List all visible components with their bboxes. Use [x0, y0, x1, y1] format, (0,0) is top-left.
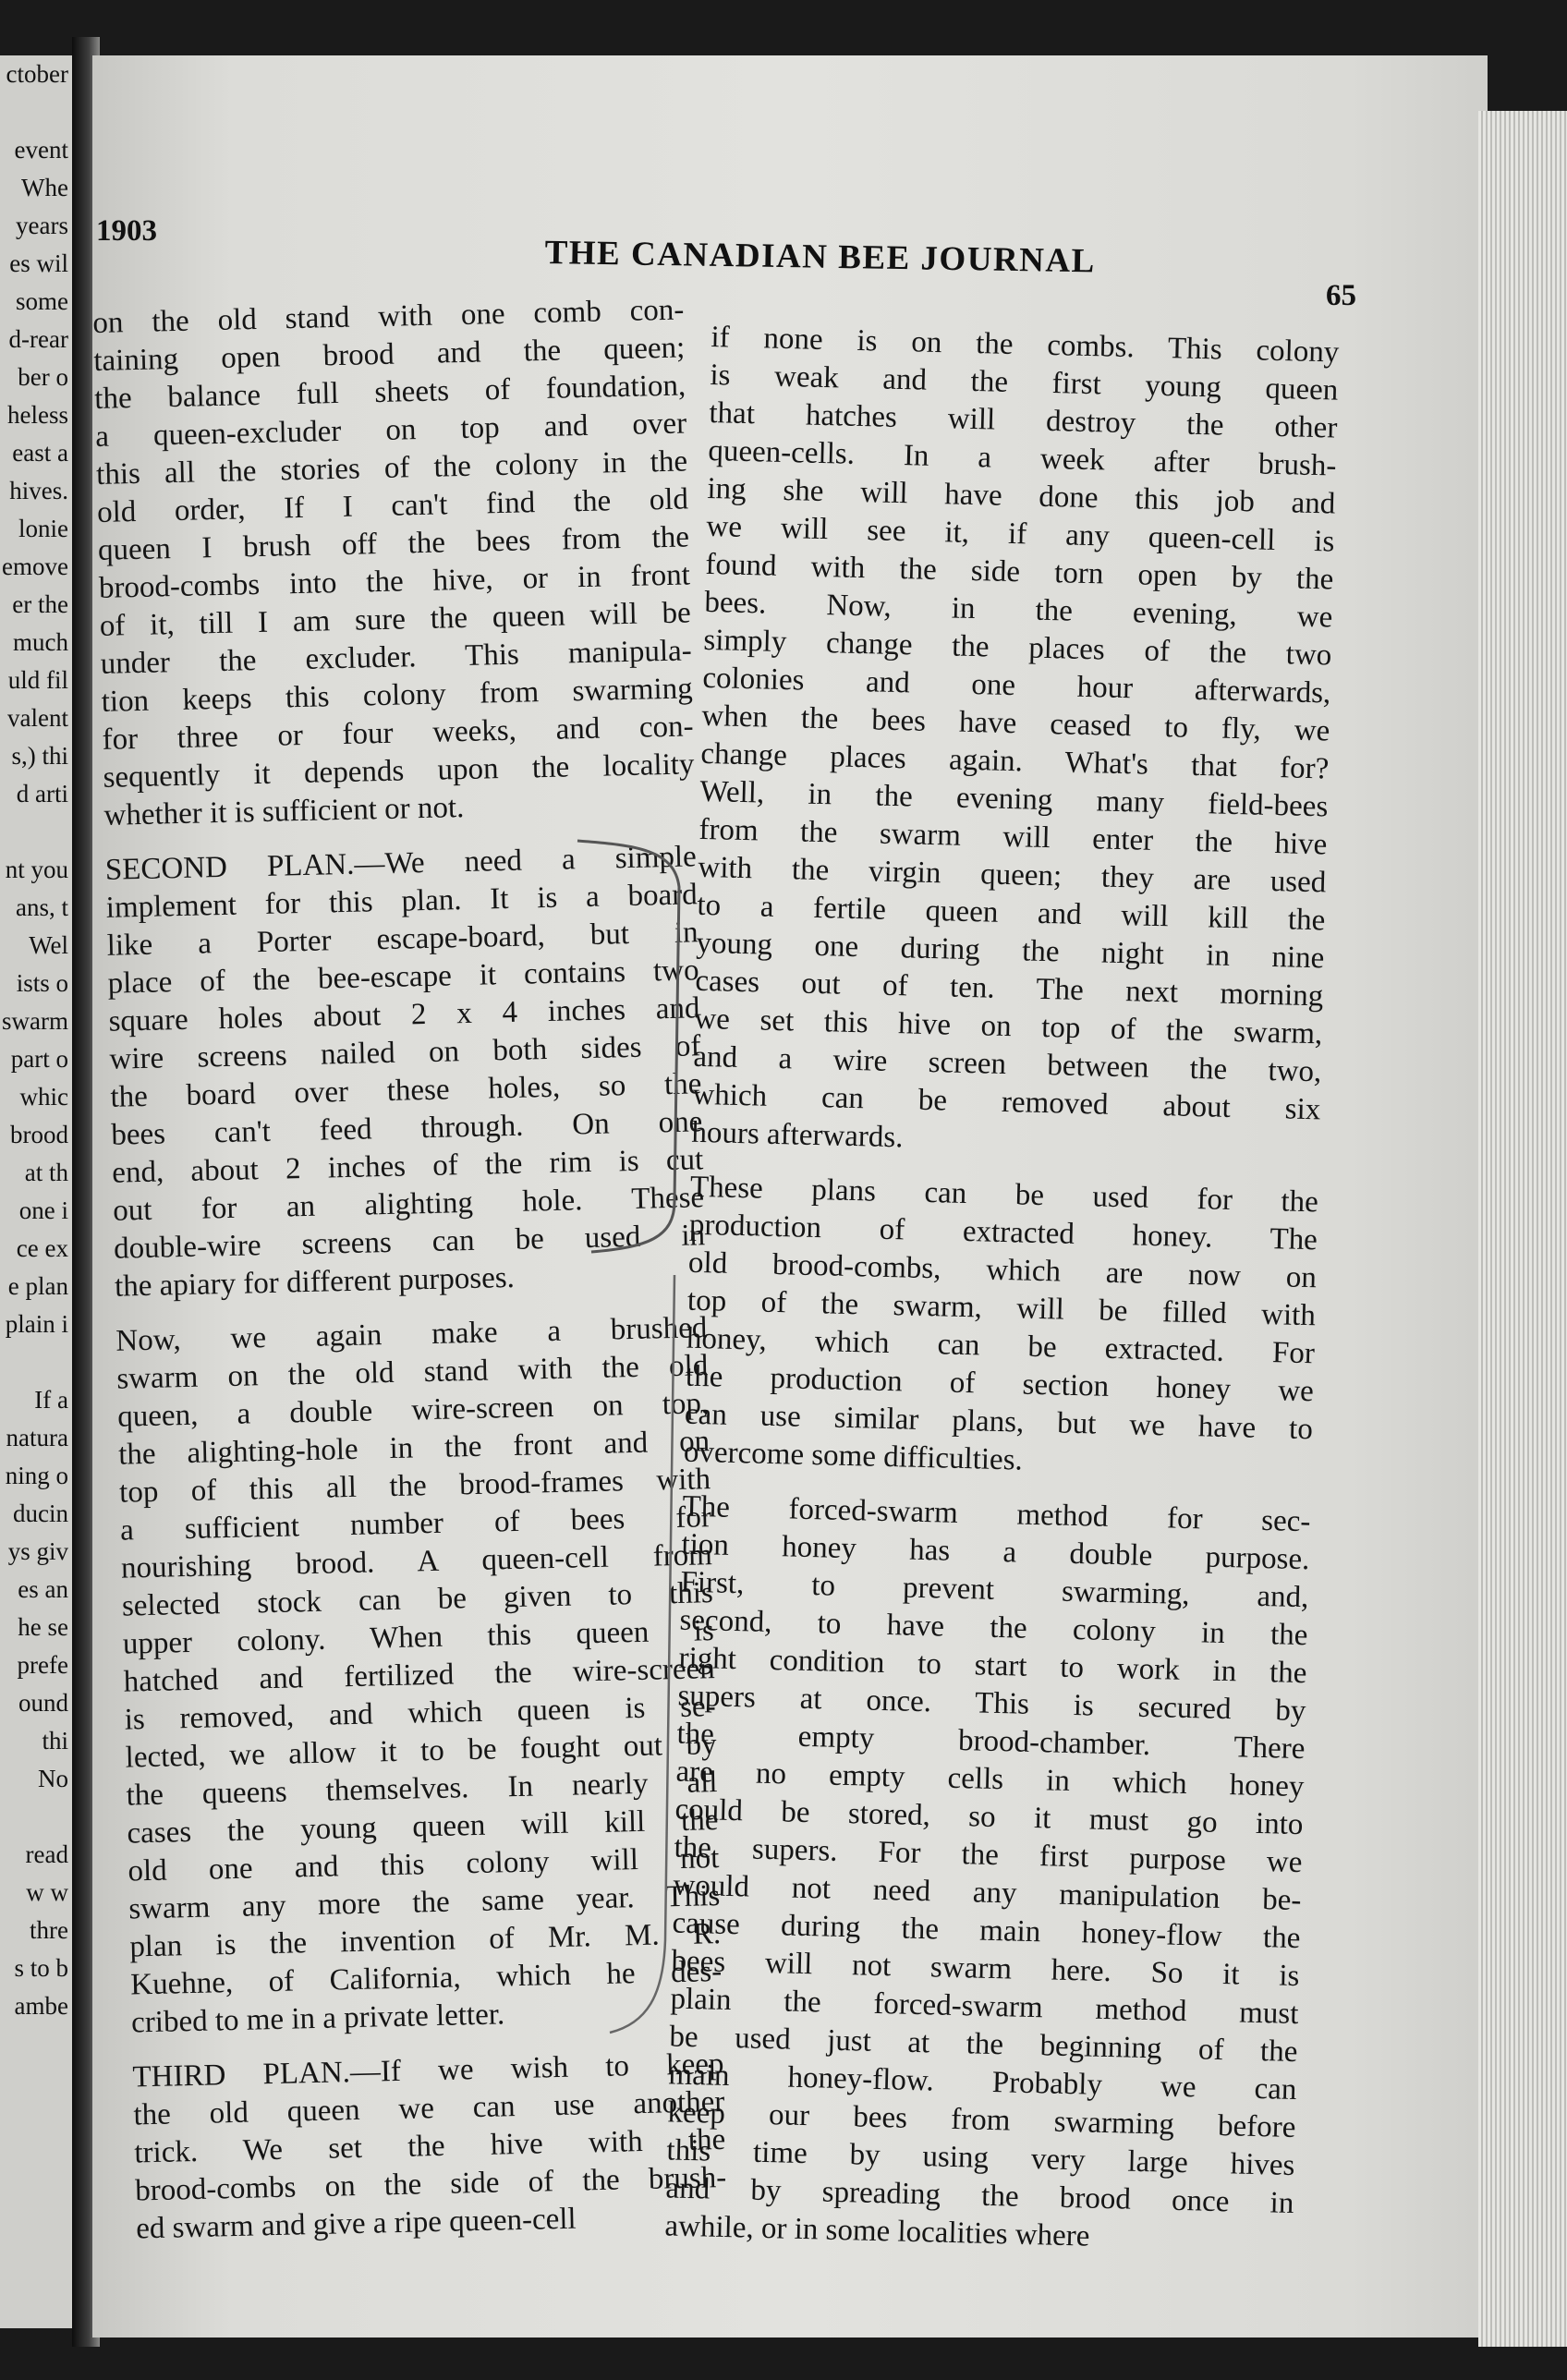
- text-line: First, to prevent swarming, and,: [680, 1565, 1309, 1615]
- text-line: could be stored, so it must go into: [674, 1792, 1304, 1842]
- text-line: the supers. For the first purpose we: [674, 1830, 1303, 1880]
- text-line: like a Porter escape-board, but in: [106, 916, 698, 963]
- text-line: double-wire screens can be used in: [113, 1219, 706, 1266]
- prev-page-fragment: heless: [7, 401, 68, 429]
- text-line: out for an alighting hole. These: [112, 1181, 705, 1228]
- text-line: second, to have the colony in the: [679, 1603, 1308, 1653]
- text-line: queen I brush off the bees from the: [97, 520, 690, 567]
- journal-title: THE CANADIAN BEE JOURNAL: [544, 233, 1097, 281]
- text-line: implement for this plan. It is a board: [105, 878, 698, 925]
- text-line: this time by using very large hives: [666, 2133, 1295, 2183]
- text-line: if none is on the combs. This colony: [711, 320, 1340, 370]
- prev-page-fragment: ambe: [14, 1992, 68, 2020]
- prev-page-fragment: ound: [18, 1689, 68, 1717]
- text-line: would not need any manipulation be-: [673, 1868, 1302, 1918]
- prev-page-fragment: part o: [10, 1045, 68, 1073]
- text-line: the old queen we can use another: [133, 2084, 725, 2132]
- text-line: found with the side torn open by the: [705, 547, 1334, 597]
- text-line: awhile, or in some localities where: [664, 2209, 1090, 2253]
- prev-page-fragment: No: [38, 1765, 68, 1792]
- text-line: ed swarm and give a ripe queen-cell: [135, 2202, 577, 2246]
- prev-page-fragment: ans, t: [16, 893, 68, 921]
- text-line: be used just at the beginning of the: [669, 2020, 1298, 2070]
- prev-page-fragment: [0, 813, 72, 851]
- page-number: 65: [1326, 279, 1356, 312]
- text-line: swarm on the old stand with the old: [115, 1349, 709, 1396]
- prev-page-fragment: es wil: [9, 249, 68, 277]
- prev-page-fragment: brood: [10, 1121, 68, 1148]
- text-line: the empty brood-chamber. There: [676, 1717, 1306, 1767]
- text-line: queen, a double wire-screen on top,: [116, 1387, 710, 1434]
- paragraph: [115, 1309, 723, 2042]
- text-line: supers at once. This is secured by: [677, 1679, 1306, 1729]
- text-line: keep our bees from swarming before: [667, 2095, 1296, 2145]
- prev-page-fragment: s to b: [14, 1954, 68, 1982]
- text-line: we set this hive on top of the swarm,: [694, 1002, 1323, 1051]
- prev-page-fragment: ists o: [16, 969, 68, 997]
- text-line: old one and this colony will not: [128, 1841, 720, 1888]
- text-line: overcome some difficulties.: [683, 1435, 1024, 1477]
- prev-page-fragment: at th: [24, 1159, 68, 1186]
- text-line: a sufficient number of bees for: [119, 1500, 712, 1548]
- prev-page-fragment: d arti: [16, 780, 68, 808]
- text-line: under the excluder. This manipula-: [100, 634, 693, 681]
- text-line: taining open brood and the queen;: [92, 331, 686, 378]
- text-line: tion keeps this colony from swarming: [101, 672, 693, 719]
- text-line: sequently it depends upon the locality: [103, 747, 695, 795]
- prev-page-fragment: emove: [2, 552, 68, 580]
- text-line: the alighting-hole in the front and on: [117, 1425, 711, 1472]
- text-line: of it, till I am sure the queen will be: [99, 596, 692, 643]
- prev-page-fragment: event: [14, 136, 68, 164]
- prev-page-fragment: If a: [34, 1386, 68, 1414]
- text-line: place of the bee-escape it contains two: [107, 953, 699, 1001]
- paragraph: [691, 319, 1340, 1167]
- paragraph: [92, 291, 696, 834]
- text-line: old order, If I can't find the old: [96, 482, 689, 529]
- prev-page-fragment: lonie: [18, 515, 68, 542]
- text-line: for three or four weeks, and con-: [102, 710, 694, 757]
- text-line: bees will not swarm here. So it is: [671, 1944, 1300, 1994]
- plan-heading: THIRD PLAN.: [132, 2056, 351, 2095]
- prev-page-fragment: valent: [7, 704, 68, 732]
- text-line: swarm any more the same year. This: [128, 1879, 721, 1926]
- text-line: old brood-combs, which are now on: [687, 1245, 1318, 1295]
- prev-page-fragment: uld fil: [7, 666, 68, 694]
- text-line: right condition to start to work in the: [678, 1641, 1307, 1691]
- text-line-rest: —If we wish to keep: [349, 2046, 724, 2090]
- text-line: brood-combs on the side of the brush-: [134, 2160, 727, 2208]
- prev-page-fragment: nt you: [5, 856, 68, 883]
- text-line: hatched and fertilized the wire-screen: [123, 1652, 716, 1699]
- text-line: cribed to me in a private letter.: [130, 1998, 505, 2040]
- paragraph: [104, 838, 706, 1305]
- text-line: and by spreading the brood once in: [665, 2171, 1294, 2221]
- text-line: trick. We set the hive with the: [133, 2122, 726, 2170]
- prev-page-fragment: east a: [12, 439, 68, 467]
- prev-page-fragment: thi: [42, 1727, 68, 1755]
- text-line: selected stock can be given to this: [121, 1576, 714, 1623]
- text-line: the production of section honey we: [685, 1359, 1315, 1409]
- text-line: with the virgin queen; they are used: [698, 850, 1327, 900]
- text-line: Now, we again make a brushed: [115, 1311, 708, 1358]
- text-line: wire screens nailed on both sides of: [109, 1029, 701, 1076]
- text-line: Well, in the evening many field-bees: [699, 774, 1329, 824]
- prev-page-fragment: ducin: [13, 1500, 68, 1527]
- page-edges: [1478, 111, 1567, 2347]
- text-line: we will see it, if any queen-cell is: [706, 509, 1335, 559]
- prev-page-fragment: ys giv: [7, 1537, 68, 1565]
- plan-heading: SECOND PLAN.: [104, 847, 355, 887]
- text-line: on the old stand with one comb con-: [92, 293, 685, 340]
- text-line: plain the forced-swarm method must: [670, 1982, 1299, 2032]
- text-line: The forced-swarm method for sec-: [682, 1489, 1311, 1539]
- text-line: end, about 2 inches of the rim is cut: [111, 1143, 704, 1190]
- text-line: production of extracted honey. The: [688, 1208, 1318, 1257]
- text-line: the balance full sheets of foundation,: [93, 369, 686, 416]
- prev-page-fragment: er the: [12, 590, 68, 618]
- right-column: [664, 319, 1340, 2261]
- prev-page-fragment: much: [13, 628, 68, 656]
- prev-page-fragment: ber o: [18, 363, 68, 391]
- prev-page-fragment: prefe: [17, 1651, 68, 1679]
- text-line: when the bees have ceased to fly, we: [701, 698, 1330, 748]
- text-line: tion honey has a double purpose.: [681, 1527, 1310, 1577]
- header-year: 1903: [96, 214, 157, 248]
- text-line: the apiary for different purposes.: [114, 1260, 516, 1304]
- text-line: can use similar plans, but we have to: [684, 1397, 1314, 1447]
- prev-page-fragment: [0, 1343, 72, 1381]
- text-line: plan is the invention of Mr. M. R.: [128, 1917, 722, 1964]
- prev-page-fragment: Wel: [29, 931, 68, 959]
- prev-page-fragment: s,) thi: [11, 742, 68, 770]
- prev-page-fragment: Whe: [21, 174, 68, 201]
- text-line: bees can't feed through. On one: [110, 1105, 703, 1152]
- left-column: [92, 291, 728, 2248]
- text-line: hours afterwards.: [691, 1115, 904, 1155]
- prev-page-fragment: read: [25, 1840, 68, 1868]
- previous-page-edge: [0, 55, 72, 2328]
- text-line: cases out of ten. The next morning: [695, 964, 1324, 1014]
- text-line: young one during the night in nine: [696, 926, 1325, 976]
- text-line: the queens themselves. In nearly all: [126, 1766, 718, 1813]
- text-line: bees. Now, in the evening, we: [704, 585, 1333, 635]
- paragraph: [664, 1488, 1311, 2261]
- prev-page-fragment: ning o: [5, 1462, 68, 1489]
- text-line: brood-combs into the hive, or in front: [98, 558, 691, 605]
- text-line: upper colony. When this queen is: [122, 1614, 715, 1661]
- text-line: whether it is sufficient or not.: [103, 791, 465, 832]
- prev-page-fragment: years: [16, 212, 68, 239]
- text-line-rest: —We need a simple: [353, 840, 698, 881]
- text-line: a queen-excluder on top and over: [94, 407, 687, 454]
- prev-page-fragment: d-rear: [8, 325, 68, 353]
- text-line: to a fertile queen and will kill the: [697, 888, 1326, 938]
- paragraph: [684, 1169, 1319, 1488]
- prev-page-fragment: he se: [18, 1613, 68, 1641]
- text-line: from the swarm will enter the hive: [698, 812, 1328, 862]
- prev-page-fragment: hives.: [9, 477, 68, 504]
- text-line: that hatches will destroy the other: [709, 395, 1338, 445]
- text-line: ing she will have done this job and: [707, 471, 1336, 521]
- text-line: colonies and one hour afterwards,: [702, 661, 1331, 710]
- text-line: this all the stories of the colony in the: [95, 444, 688, 492]
- text-line: which can be removed about six: [692, 1077, 1321, 1127]
- text-line: and a wire screen between the two,: [693, 1039, 1322, 1089]
- text-line: square holes about 2 x 4 inches and: [108, 991, 700, 1038]
- paragraph: [132, 2046, 727, 2248]
- prev-page-fragment: e plan: [7, 1272, 68, 1300]
- text-line: cases the young queen will kill the: [127, 1803, 719, 1851]
- text-line: queen-cells. In a week after brush-: [708, 433, 1337, 483]
- text-line: honey, which can be extracted. For: [686, 1321, 1316, 1371]
- prev-page-fragment: ce ex: [16, 1234, 68, 1262]
- text-line: main honey-flow. Probably we can: [668, 2058, 1297, 2107]
- text-line: top of this all the brood-frames with: [118, 1463, 711, 1510]
- text-line: Kuehne, of California, which he des-: [129, 1955, 723, 2002]
- prev-page-fragment: some: [16, 287, 68, 315]
- text-line: top of the swarm, will be filled with: [686, 1283, 1317, 1333]
- prev-page-fragment: w w: [26, 1878, 68, 1906]
- text-line: cause during the main honey-flow the: [672, 1906, 1301, 1956]
- text-line: change places again. What's that for?: [700, 736, 1330, 786]
- prev-page-fragment: whic: [19, 1083, 68, 1111]
- text-line: simply change the places of the two: [703, 623, 1332, 673]
- text-line: nourishing brood. A queen-cell from: [120, 1538, 713, 1585]
- prev-page-fragment: es an: [18, 1575, 68, 1603]
- prev-page-fragment: ctober: [6, 60, 68, 88]
- text-line: is weak and the first young queen: [710, 358, 1339, 407]
- prev-page-fragment: thre: [30, 1916, 68, 1944]
- text-line: the board over these holes, so the: [110, 1067, 702, 1114]
- prev-page-fragment: natura: [6, 1424, 68, 1451]
- prev-page-fragment: swarm: [2, 1007, 68, 1035]
- prev-page-fragment: plain i: [5, 1310, 68, 1338]
- text-line: is removed, and which queen is se-: [124, 1690, 717, 1737]
- text-line: lected, we allow it to be fought out by: [125, 1728, 717, 1775]
- text-line: are no empty cells in which honey: [675, 1755, 1305, 1804]
- prev-page-fragment: [0, 93, 72, 131]
- prev-page-fragment: one i: [18, 1196, 68, 1224]
- text-line: These plans can be used for the: [689, 1170, 1319, 1220]
- prev-page-fragment: [0, 1798, 72, 1836]
